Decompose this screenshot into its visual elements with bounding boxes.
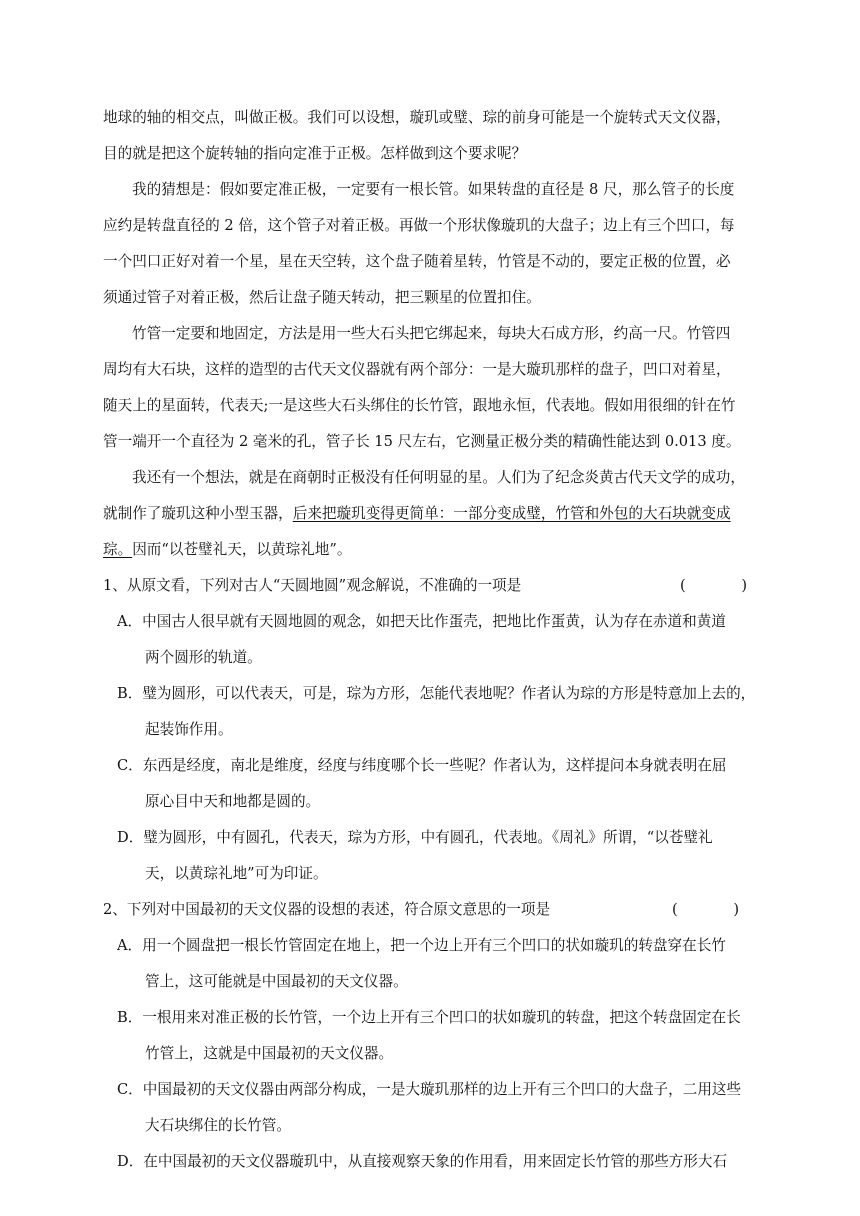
passage-line: 我还有一个想法，就是在商朝时正极没有任何明显的星。人们为了纪念炎黄古代天文学的成功，: [132, 469, 745, 486]
option-line: 两个圆形的轨道。: [145, 649, 262, 666]
question-stem: 2、下列对中国最初的天文仪器的设想的表述，符合原文意思的一项是: [103, 901, 551, 918]
passage-line: 随天上的星面转，代表天;一是这些大石头绑住的长竹管，跟地永恒，代表地。假如用很细的针在竹: [103, 397, 736, 414]
option-line: D．璧为圆形，中有圆孔，代表天，琮为方形，中有圆孔，代表地。《周礼》所谓，“以苍璧礼: [117, 829, 713, 846]
option-line: B．一根用来对准正极的长竹管，一个边上开有三个凹口的状如璇玑的转盘，把这个转盘固定在长: [117, 1009, 741, 1026]
answer-parentheses: ( ): [680, 577, 748, 594]
passage-line: [103, 539, 763, 561]
passage-line: 一个凹口正好对着一个星，星在天空转，这个盘子随着星转，竹管是不动的，要定正极的位置，必: [103, 253, 731, 270]
option-line: 原心目中天和地都是圆的。: [145, 793, 321, 810]
passage-line: 管一端开一个直径为 2 毫米的孔，管子长 15 尺左右，它测量正极分类的精确性能达到 0.013 度。: [103, 433, 741, 450]
passage-line: 竹管一定要和地固定，方法是用一些大石头把它绑起来，每块大石成方形，约高一尺。竹管四: [132, 325, 731, 342]
underlined-text: 后来把璇玑变得更简单：一部分变成璧，竹管和外包的大石块就变成: [292, 505, 731, 522]
passage-text: 就制作了璇玑这种小型玉器，: [103, 505, 293, 522]
passage-line: 须通过管子对着正极，然后让盘子随天转动，把三颗星的位置扣住。: [103, 289, 541, 306]
passage-text: 因而“以苍璧礼天，以黄琮礼地”。: [132, 541, 352, 558]
option-line: 天，以黄琮礼地”可为印证。: [145, 865, 328, 882]
underlined-text: 琮。: [103, 541, 133, 558]
answer-parentheses: ( ): [672, 901, 740, 918]
passage-line: [103, 503, 763, 525]
option-line: A．中国古人很早就有天圆地圆的观念，如把天比作蛋壳，把地比作蛋黄，认为存在赤道和黄道: [117, 613, 726, 630]
option-line: C．中国最初的天文仪器由两部分构成，一是大璇玑那样的边上开有三个凹口的大盘子，二用这些: [117, 1081, 742, 1098]
option-line: 管上，这可能就是中国最初的天文仪器。: [145, 973, 408, 990]
passage-line: 周均有大石块，这样的造型的古代天文仪器就有两个部分：一是大璇玑那样的盘子，凹口对着星，: [103, 361, 731, 378]
option-line: D．在中国最初的天文仪器璇玑中，从直接观察天象的作用看，用来固定长竹管的那些方形大石: [117, 1153, 728, 1170]
option-line: 竹管上，这就是中国最初的天文仪器。: [145, 1045, 394, 1062]
option-line: 起装饰作用。: [145, 721, 233, 738]
option-line: C．东西是经度，南北是维度，经度与纬度哪个长一些呢？作者认为，这样提问本身就表明在屈: [117, 757, 727, 774]
option-line: A．用一个圆盘把一根长竹管固定在地上，把一个边上开有三个凹口的状如璇玑的转盘穿在长竹: [117, 937, 726, 954]
passage-line: 地球的轴的相交点，叫做正极。我们可以设想，璇玑或璧、琮的前身可能是一个旋转式天文仪器，: [103, 109, 731, 126]
question-stem: 1、从原文看，下列对古人“天圆地圆”观念解说，不准确的一项是: [103, 577, 522, 594]
option-line: B．璧为圆形，可以代表天，可是，琮为方形，怎能代表地呢？作者认为琮的方形是特意加上去的，: [117, 685, 756, 702]
passage-line: 目的就是把这个旋转轴的指向定准于正极。怎样做到这个要求呢？: [103, 145, 527, 162]
passage-line: 应约是转盘直径的 2 倍，这个管子对着正极。再做一个形状像璇玑的大盘子；边上有三个凹口，每: [103, 217, 735, 234]
option-line: 大石块绑住的长竹管。: [145, 1117, 291, 1134]
passage-line: 我的猜想是：假如要定准正极，一定要有一根长管。如果转盘的直径是 8 尺，那么管子的长度: [132, 181, 735, 198]
